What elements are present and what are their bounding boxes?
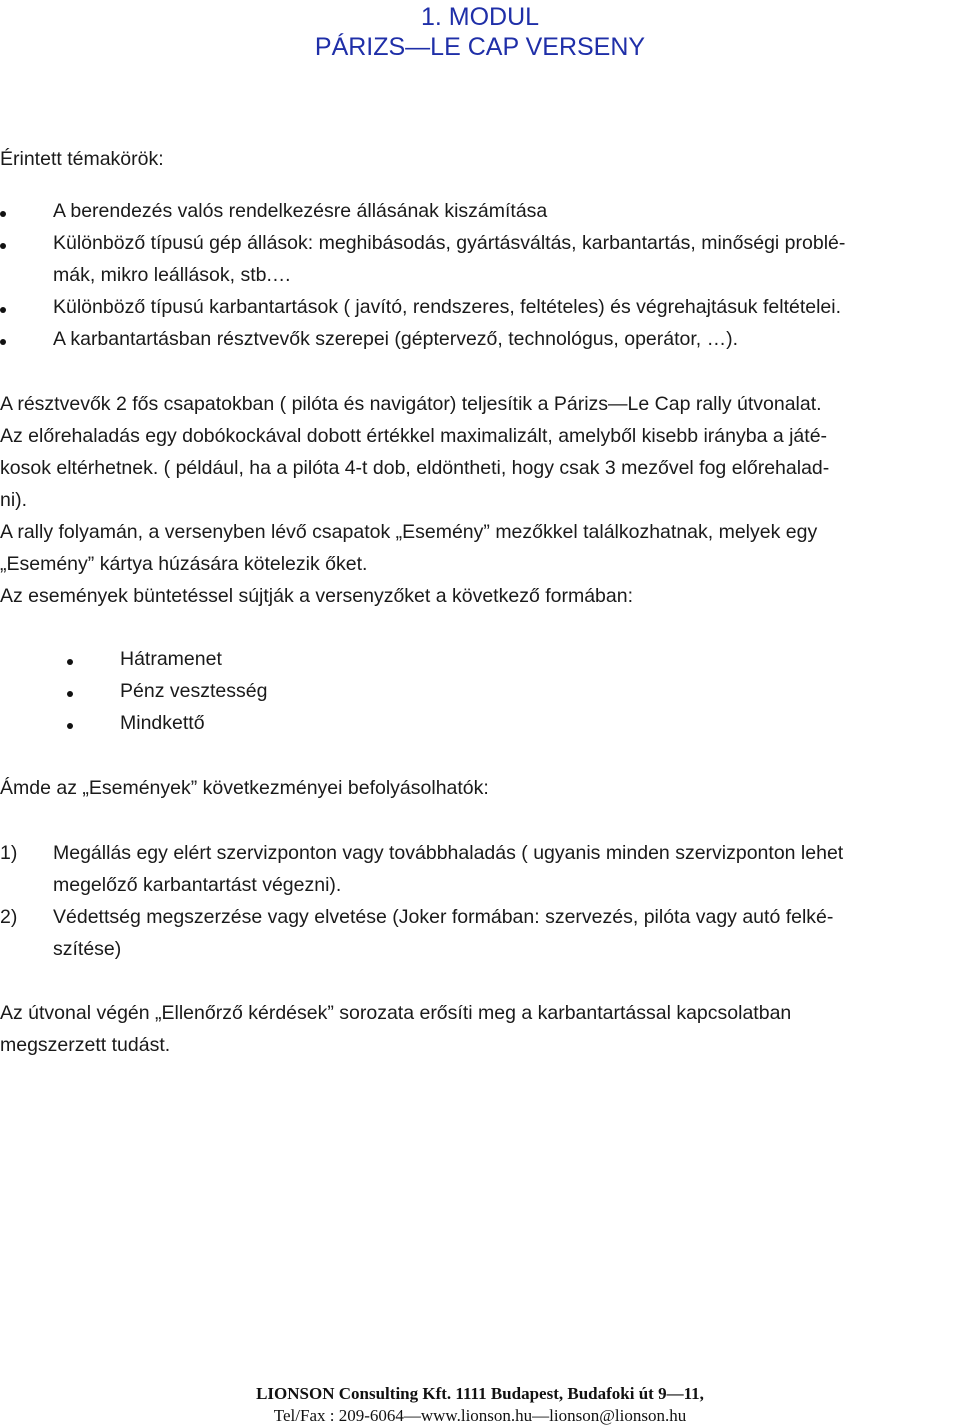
topic-item: Különböző típusú karbantartások ( javító, rendszeres, feltételes) és végrehajtásuk feltételei.: [53, 296, 842, 318]
footer-contact: Tel/Fax : 209-6064—www.lionson.hu—lionson@lionson.hu: [273, 1406, 687, 1425]
list-number: 1): [0, 842, 18, 864]
body-line: Az előrehaladás egy dobókockával dobott értékkel maximalizált, amelyből kisebb irányba a játé-: [0, 425, 828, 447]
bullet-icon: [0, 243, 6, 249]
topic-item: A karbantartásban résztvevők szerepei (géptervező, technológus, operátor, …).: [53, 328, 739, 350]
bullet-icon: [67, 691, 73, 697]
list-item-continuation: szítése): [53, 938, 122, 960]
bullet-icon: [0, 339, 6, 345]
bullet-icon: [0, 307, 6, 313]
bullet-icon: [0, 211, 6, 217]
body-line: Az események büntetéssel sújtják a versenyzőket a következő formában:: [0, 585, 633, 607]
influence-heading: Ámde az „Események” következményei befolyásolhatók:: [0, 777, 489, 799]
list-item: Védettség megszerzése vagy elvetése (Joker formában: szervezés, pilóta vagy autó felké-: [53, 906, 834, 928]
body-line: ni).: [0, 489, 28, 511]
penalty-item: Hátramenet: [120, 648, 222, 670]
body-line: kosok eltérhetnek. ( például, ha a pilóta 4-t dob, eldöntheti, hogy csak 3 mezővel fog előrehalad-: [0, 457, 830, 479]
list-number: 2): [0, 906, 18, 928]
body-line: A résztvevők 2 fős csapatokban ( pilóta és navigátor) teljesítik a Párizs—Le Cap rally útvonalat.: [0, 393, 822, 415]
list-item-continuation: megelőző karbantartást végezni).: [53, 874, 342, 896]
topics-heading: Érintett témakörök:: [0, 148, 164, 170]
topic-item: A berendezés valós rendelkezésre állásának kiszámítása: [53, 200, 548, 222]
footer-company: LIONSON Consulting Kft. 1111 Budapest, Budafoki út 9—11,: [256, 1384, 704, 1403]
bullet-icon: [67, 659, 73, 665]
topic-item: Különböző típusú gép állások: meghibásodás, gyártásváltás, karbantartás, minőségi problé-: [53, 232, 846, 254]
penalty-item: Mindkettő: [120, 712, 205, 734]
penalty-item: Pénz vesztesség: [120, 680, 268, 702]
body-line: A rally folyamán, a versenyben lévő csapatok „Esemény” mezőkkel találkozhatnak, melyek egy: [0, 521, 818, 543]
module-title: PÁRIZS—LE CAP VERSENY: [314, 33, 646, 61]
module-number: 1. MODUL: [420, 3, 540, 31]
body-line: „Esemény” kártya húzására kötelezik őket.: [0, 553, 368, 575]
bullet-icon: [67, 723, 73, 729]
list-item: Megállás egy elért szervizponton vagy továbbhaladás ( ugyanis minden szervizponton lehet: [53, 842, 844, 864]
closing-line: megszerzett tudást.: [0, 1034, 171, 1056]
closing-line: Az útvonal végén „Ellenőrző kérdések” sorozata erősíti meg a karbantartással kapcsolatban: [0, 1002, 792, 1024]
topic-item-continuation: mák, mikro leállások, stb.…: [53, 264, 292, 286]
